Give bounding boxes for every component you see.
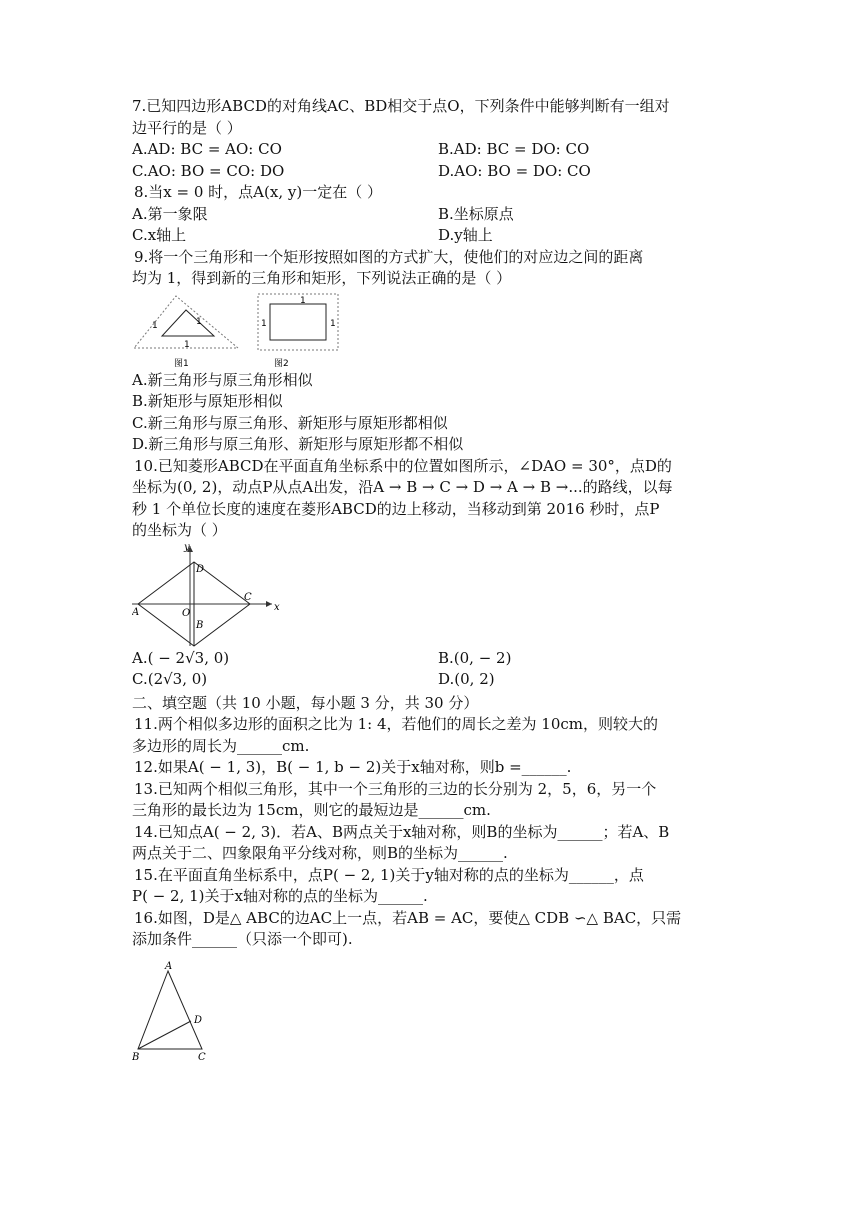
q10-label-c: C xyxy=(244,591,252,603)
q8-option-b: B.坐标原点 xyxy=(438,204,514,223)
q16-triangle-figure xyxy=(132,961,222,1061)
q10-option-a: A.( − 2√3, 0) xyxy=(132,648,230,667)
q10-option-d: D.(0, 2) xyxy=(438,670,495,688)
q9-figure xyxy=(132,290,352,370)
q9-option-b: B.新矩形与原矩形相似 xyxy=(132,392,283,410)
q7-stem-line1: 7.已知四边形ABCD的对角线AC、BD相交于点O，下列条件中能够判断有一组对 xyxy=(132,97,670,115)
q16-label-d: D xyxy=(194,1014,203,1026)
question-12 xyxy=(132,757,732,779)
q10-label-y: y xyxy=(184,541,190,553)
question-9 xyxy=(132,247,732,456)
q9-dist-label-side-left: 1 xyxy=(261,318,267,329)
q9-dist-label-left: 1 xyxy=(152,320,158,331)
question-14 xyxy=(132,822,732,865)
q16-label-a: A xyxy=(165,960,173,972)
question-11 xyxy=(132,714,732,757)
q16-label-c: C xyxy=(198,1051,206,1061)
q8-option-c: C.x轴上 xyxy=(132,226,187,244)
q10-stem-line1: 10.已知菱形ABCD在平面直角坐标系中的位置如图所示，∠DAO = 30°，点D的 xyxy=(134,456,672,475)
q7-stem-line2: 边平行的是（ ） xyxy=(132,118,242,137)
section-2-title: 二、填空题（共 10 小题，每小题 3 分，共 30 分） xyxy=(132,693,479,712)
question-7 xyxy=(132,96,732,182)
q11-line1: 11.两个相似多边形的面积之比为 1: 4，若他们的周长之差为 10cm，则较大的 xyxy=(134,715,659,733)
question-8 xyxy=(132,182,732,247)
q8-option-d: D.y轴上 xyxy=(438,226,493,244)
q9-option-d: D.新三角形与原三角形、新矩形与原矩形都不相似 xyxy=(132,435,464,453)
q10-label-d: D xyxy=(196,563,205,575)
q16-line2: 添加条件______（只添一个即可). xyxy=(132,930,353,948)
question-16 xyxy=(132,908,732,1061)
q14-line2: 两点关于二、四象限角平分线对称，则B的坐标为______. xyxy=(132,844,508,862)
q10-stem-line2: 坐标为(0, 2)，动点P从点A出发，沿A → B → C → D → A → B →...的路线，以每 xyxy=(132,478,673,496)
q16-segment-bd xyxy=(138,1021,191,1049)
q7-option-a: A.AD: BC = AO: CO xyxy=(132,140,282,158)
q10-option-b: B.(0, − 2) xyxy=(438,648,512,667)
q9-dist-label-bottom: 1 xyxy=(184,339,190,350)
q9-option-a: A.新三角形与原三角形相似 xyxy=(132,370,313,389)
q7-option-b: B.AD: BC = DO: CO xyxy=(438,140,590,158)
q15-line2: P( − 2, 1)关于x轴对称的点的坐标为______. xyxy=(132,887,428,905)
question-15 xyxy=(132,865,732,908)
q7-option-d: D.AO: BO = DO: CO xyxy=(438,161,591,180)
q10-label-o: O xyxy=(182,607,191,619)
q16-label-b: B xyxy=(132,1051,140,1061)
q9-dist-label-side-right: 1 xyxy=(330,318,336,329)
q9-fig2-caption: 图2 xyxy=(274,358,289,369)
question-10 xyxy=(132,456,732,691)
q13-line2: 三角形的最长边为 15cm，则它的最短边是______cm. xyxy=(132,801,491,819)
q9-inner-rectangle xyxy=(270,304,326,340)
q8-option-a: A.第一象限 xyxy=(132,204,208,223)
q10-label-b: B xyxy=(196,619,204,631)
q11-line2: 多边形的周长为______cm. xyxy=(132,736,310,755)
q8-stem: 8.当x = 0 时，点A(x, y)一定在（ ） xyxy=(134,183,382,201)
q9-dist-label-top: 1 xyxy=(300,295,306,306)
exam-page xyxy=(132,96,732,1061)
q10-label-x: x xyxy=(274,601,280,613)
q9-option-c: C.新三角形与原三角形、新矩形与原矩形都相似 xyxy=(132,413,448,432)
q10-stem-line3: 秒 1 个单位长度的速度在菱形ABCD的边上移动，当移动到第 2016 秒时，点P xyxy=(132,499,660,518)
q9-stem-line2: 均为 1，得到新的三角形和矩形，下列说法正确的是（ ） xyxy=(132,269,512,287)
q10-label-a: A xyxy=(132,606,140,618)
q9-fig1-caption: 图1 xyxy=(174,358,189,369)
q9-dist-label-right: 1 xyxy=(196,316,202,327)
q9-inner-triangle xyxy=(162,310,214,336)
q12-line1: 12.如果A( − 1, 3)，B( − 1, b − 2)关于x轴对称，则b =______. xyxy=(134,758,572,776)
question-13 xyxy=(132,779,732,822)
q16-triangle-abc xyxy=(138,971,202,1049)
q16-line1: 16.如图，D是△ ABC的边AC上一点，若AB = AC，要使△ CDB ∽△ BAC，只需 xyxy=(134,908,682,927)
q10-stem-line4: 的坐标为（ ） xyxy=(132,521,227,539)
q13-line1: 13.已知两个相似三角形，其中一个三角形的三边的长分别为 2，5，6，另一个 xyxy=(134,779,657,798)
q15-line1: 15.在平面直角坐标系中，点P( − 2, 1)关于y轴对称的点的坐标为______，点 xyxy=(134,865,644,884)
q10-x-axis-arrow xyxy=(266,601,272,607)
q9-stem-line1: 9.将一个三角形和一个矩形按照如图的方式扩大，使他们的对应边之间的距离 xyxy=(134,247,644,266)
q10-rhombus-figure xyxy=(132,542,292,648)
q14-line1: 14.已知点A( − 2, 3)．若A、B两点关于x轴对称，则B的坐标为______；若A、B xyxy=(134,822,670,841)
q7-option-c: C.AO: BO = CO: DO xyxy=(132,161,285,180)
q10-option-c: C.(2√3, 0) xyxy=(132,670,208,688)
